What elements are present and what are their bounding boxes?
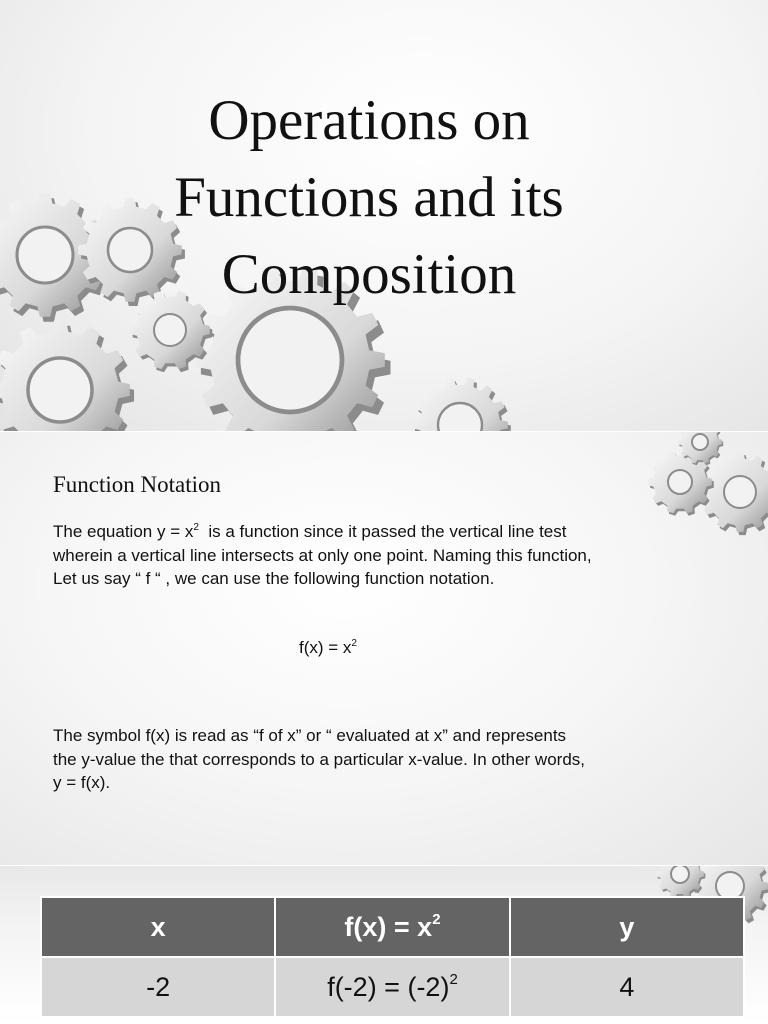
gear-icon bbox=[656, 866, 705, 899]
column-header bbox=[275, 897, 509, 957]
text: The equation y = x bbox=[53, 522, 194, 541]
table-cell bbox=[41, 957, 275, 1017]
explanation-paragraph bbox=[53, 724, 693, 795]
slide-title bbox=[0, 82, 738, 313]
title-line: Functions and its bbox=[174, 166, 564, 229]
cell-text: f(-2) = (-2) bbox=[327, 971, 450, 1002]
superscript: 2 bbox=[432, 910, 441, 928]
formula-exponent: 2 bbox=[351, 638, 357, 649]
section-heading: Function Notation bbox=[53, 472, 222, 497]
title-line: Composition bbox=[221, 243, 517, 306]
cell-text: y bbox=[619, 911, 635, 942]
formula-base: f(x) = x bbox=[299, 638, 352, 657]
cell-text: -2 bbox=[146, 971, 171, 1002]
values-table-slide bbox=[0, 866, 768, 1024]
function-formula bbox=[299, 638, 357, 658]
superscript: 2 bbox=[449, 970, 458, 988]
table-row bbox=[41, 957, 744, 1017]
gear-icon bbox=[700, 452, 768, 535]
column-header bbox=[510, 897, 744, 957]
function-notation-slide bbox=[0, 432, 768, 866]
values-table bbox=[40, 896, 745, 1018]
gear-icon bbox=[412, 378, 511, 432]
title-line: Operations on bbox=[208, 89, 530, 152]
column-header bbox=[41, 897, 275, 957]
text: wherein a vertical line intersects at only one point. Naming this function, bbox=[53, 545, 592, 565]
text: is a function since it passed the vertical line test bbox=[198, 522, 567, 541]
superscript: 2 bbox=[193, 522, 199, 533]
text: the y-value the that corresponds to a particular x-value. In other words, bbox=[53, 749, 585, 769]
text: The symbol f(x) is read as “f of x” or “ evaluated at x” and represents bbox=[53, 726, 567, 745]
title-slide bbox=[0, 0, 768, 432]
gear-icon bbox=[0, 320, 134, 432]
table-cell bbox=[510, 957, 744, 1017]
table-header-row bbox=[41, 897, 744, 957]
cell-text: 4 bbox=[619, 971, 635, 1002]
definition-paragraph bbox=[53, 520, 693, 591]
text: y = f(x). bbox=[53, 773, 111, 792]
table-cell bbox=[275, 957, 509, 1017]
cell-text: f(x) = x bbox=[344, 911, 433, 942]
cell-text: x bbox=[150, 911, 166, 942]
text: Let us say “ f “ , we can use the following function notation. bbox=[53, 569, 495, 588]
